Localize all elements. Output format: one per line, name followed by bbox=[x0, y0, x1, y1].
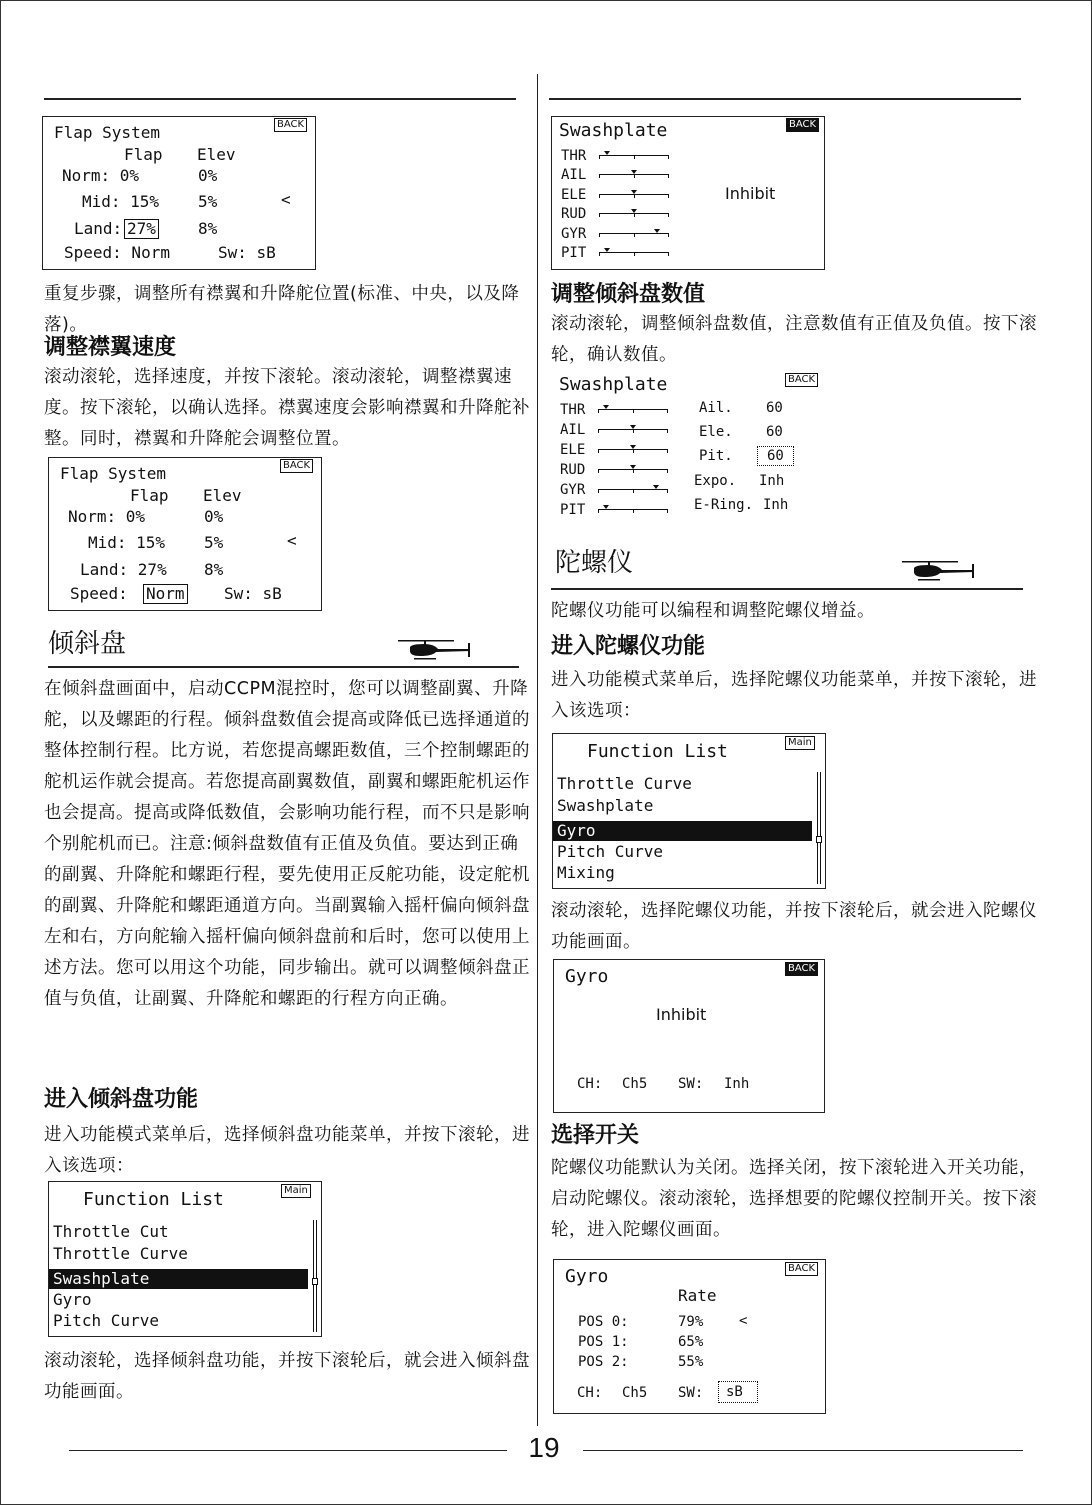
ch-value[interactable]: Ch5 bbox=[622, 1385, 648, 1401]
channel-pit: PIT bbox=[561, 245, 587, 261]
screen-title: Swashplate bbox=[559, 120, 668, 141]
paragraph-repeat-steps: 重复步骤，调整所有襟翼和升降舵位置(标准、中央，以及降落)。 bbox=[44, 284, 520, 335]
pos1-value[interactable]: 65% bbox=[678, 1334, 704, 1350]
land-elev: 8% bbox=[198, 219, 218, 238]
land-elev: 8% bbox=[204, 560, 224, 579]
top-rule-left bbox=[44, 98, 516, 100]
speed-label: Speed: bbox=[70, 584, 128, 603]
heading-flap-speed: 调整襟翼速度 bbox=[44, 335, 177, 360]
paragraph-select-switch: 陀螺仪功能默认为关闭。选择关闭，按下滚轮进入开关功能，启动陀螺仪。滚动滚轮，选择想要的陀螺仪控制开关。按下滚轮，进入陀螺仪画面。 bbox=[551, 1158, 1037, 1240]
paragraph-enter-gyro: 进入功能模式菜单后，选择陀螺仪功能菜单，并按下滚轮，进入该选项： bbox=[551, 670, 1037, 721]
channel-gyr: GYR bbox=[561, 226, 587, 242]
cursor-icon: < bbox=[739, 1313, 748, 1329]
heading-adjust-swashplate: 调整倾斜盘数值 bbox=[551, 282, 706, 307]
section-title-swashplate: 倾斜盘 bbox=[48, 629, 127, 659]
paragraph-adjust-swashplate: 滚动滚轮，调整倾斜盘数值，注意数值有正值及负值。按下滚轮，确认数值。 bbox=[551, 314, 1037, 365]
back-button[interactable]: BACK bbox=[785, 1262, 818, 1276]
channel-ail: AIL bbox=[560, 422, 586, 438]
sw-value[interactable]: sB bbox=[718, 1381, 758, 1403]
screen-title: Gyro bbox=[565, 1266, 609, 1287]
column-flap: Flap bbox=[124, 145, 163, 164]
page-number: 19 bbox=[528, 1432, 560, 1463]
screen-title: Function List bbox=[83, 1189, 224, 1210]
paragraph-select-gyro: 滚动滚轮，选择陀螺仪功能，并按下滚轮后，就会进入陀螺仪功能画面。 bbox=[551, 901, 1037, 952]
back-button[interactable]: BACK bbox=[786, 118, 819, 132]
mid-row: Mid: 15% bbox=[82, 192, 160, 211]
ele-value[interactable]: 60 bbox=[766, 424, 783, 440]
list-item-swashplate[interactable]: Swashplate bbox=[53, 1269, 150, 1288]
channel-thr: THR bbox=[560, 402, 586, 418]
scrollbar[interactable] bbox=[313, 1220, 317, 1332]
screen-title: Flap System bbox=[60, 464, 166, 483]
heading-select-switch: 选择开关 bbox=[551, 1123, 640, 1148]
back-button[interactable]: BACK bbox=[274, 118, 307, 132]
screen-title: Flap System bbox=[54, 123, 160, 142]
back-button[interactable]: BACK bbox=[280, 459, 313, 473]
list-item-throttle-curve[interactable]: Throttle Curve bbox=[557, 774, 692, 793]
scrollbar-thumb[interactable] bbox=[312, 1278, 318, 1285]
scrollbar-thumb[interactable] bbox=[816, 836, 822, 843]
screen-title: Swashplate bbox=[559, 374, 668, 395]
channel-rud: RUD bbox=[560, 462, 586, 478]
channel-ele: ELE bbox=[560, 442, 586, 458]
slider-ele bbox=[598, 445, 668, 453]
function-list-screen-left bbox=[48, 1181, 322, 1337]
helicopter-icon bbox=[894, 556, 980, 584]
top-rule-right bbox=[549, 98, 1021, 100]
swashplate-screen-values bbox=[551, 369, 831, 519]
expo-value[interactable]: Inh bbox=[759, 473, 785, 489]
paragraph-select-swashplate: 滚动滚轮，选择倾斜盘功能，并按下滚轮后，就会进入倾斜盘功能画面。 bbox=[44, 1351, 530, 1402]
channel-gyr: GYR bbox=[560, 482, 586, 498]
cursor-icon: < bbox=[281, 190, 291, 209]
section-title-gyro: 陀螺仪 bbox=[555, 548, 634, 578]
slider-pit bbox=[599, 248, 669, 256]
section-rule-swashplate bbox=[48, 666, 519, 668]
gyro-screen-rates bbox=[553, 1259, 826, 1414]
column-elev: Elev bbox=[203, 486, 242, 505]
channel-rud: RUD bbox=[561, 206, 587, 222]
list-item-gyro[interactable]: Gyro bbox=[53, 1290, 92, 1309]
land-row: Land: 27% bbox=[80, 560, 167, 579]
slider-rud bbox=[599, 209, 669, 217]
norm-row: Norm: 0% bbox=[68, 507, 146, 526]
heading-enter-gyro: 进入陀螺仪功能 bbox=[551, 634, 706, 659]
norm-row: Norm: 0% bbox=[62, 166, 140, 185]
ail-label: Ail. bbox=[699, 400, 733, 416]
mid-elev: 5% bbox=[198, 192, 218, 211]
column-elev: Elev bbox=[197, 145, 236, 164]
ch-label: CH: bbox=[577, 1076, 603, 1092]
land-label: Land: bbox=[74, 219, 123, 238]
flap-system-screen-2 bbox=[48, 457, 322, 611]
ering-value[interactable]: Inh bbox=[763, 497, 789, 513]
screen-title: Function List bbox=[587, 741, 728, 762]
slider-ail bbox=[598, 425, 668, 433]
screen-title: Gyro bbox=[565, 966, 609, 987]
paragraph-gyro-intro: 陀螺仪功能可以编程和调整陀螺仪增益。 bbox=[551, 601, 875, 621]
gyro-screen-inhibit bbox=[553, 959, 825, 1113]
norm-elev: 0% bbox=[204, 507, 224, 526]
slider-thr bbox=[599, 151, 669, 159]
main-button[interactable]: Main bbox=[281, 1184, 311, 1198]
paragraph-flap-speed: 滚动滚轮，选择速度，并按下滚轮。滚动滚轮，调整襟翼速度。按下滚轮，以确认选择。襟翼速度会影响襟翼和升降舵补整。同时，襟翼和升降舵会调整位置。 bbox=[44, 367, 530, 449]
pos0-label: POS 0: bbox=[578, 1314, 629, 1330]
slider-gyr bbox=[598, 485, 668, 493]
pit-value[interactable]: 60 bbox=[757, 446, 794, 466]
paragraph-swashplate: 在倾斜盘画面中，启动CCPM混控时，您可以调整副翼、升降舵，以及螺距的行程。倾斜盘数值会提高或降低已选择通道的整体控制行程。比方说，若您提高螺距数值，三个控制螺距的舵机运作就会提高。若您提高副翼数值，副翼和螺距舵机运作也会提高。提高或降低数值，会影响功能行程，而不只是影响个别舵机而已。注意:倾斜盘数值有正值及负值。要达到正确的副翼、升降舵和螺距行程，要先使用正反舵功能，设定舵机的副翼、升降舵和螺距通道方向。当副翼输入摇杆偏向倾斜盘左和右，方向舵输入摇杆偏向倾斜盘前和后时，您可以使用上述方法。您可以用这个功能，同步输出。就可以调整倾斜盘正值与负值，让副翼、升降舵和螺距的行程方向正确。 bbox=[44, 679, 530, 1009]
swashplate-screen-body bbox=[551, 369, 831, 519]
scrollbar[interactable] bbox=[817, 772, 821, 884]
rate-header: Rate bbox=[678, 1286, 717, 1305]
ele-label: Ele. bbox=[699, 424, 733, 440]
slider-pit bbox=[598, 505, 668, 513]
ering-label: E-Ring. bbox=[694, 497, 754, 513]
cursor-icon: < bbox=[287, 531, 297, 550]
list-item-gyro[interactable]: Gyro bbox=[557, 821, 596, 840]
channel-ail: AIL bbox=[561, 167, 587, 183]
list-item-swashplate[interactable]: Swashplate bbox=[557, 796, 654, 815]
mid-elev: 5% bbox=[204, 533, 224, 552]
slider-thr bbox=[598, 405, 668, 413]
slider-ail bbox=[599, 170, 669, 178]
list-item-mixing[interactable]: Mixing bbox=[557, 863, 615, 882]
land-flap-value[interactable]: 27% bbox=[124, 219, 159, 239]
channel-thr: THR bbox=[561, 148, 587, 164]
helicopter-icon bbox=[390, 635, 476, 663]
list-item-pitch-curve[interactable]: Pitch Curve bbox=[53, 1311, 159, 1330]
mid-row: Mid: 15% bbox=[88, 533, 166, 552]
speed-row: Speed: Norm bbox=[64, 243, 170, 262]
speed-value[interactable]: Norm bbox=[143, 584, 188, 604]
list-item-pitch-curve[interactable]: Pitch Curve bbox=[557, 842, 663, 861]
sw-value[interactable]: Inh bbox=[724, 1076, 750, 1092]
pos0-value[interactable]: 79% bbox=[678, 1314, 704, 1330]
channel-ele: ELE bbox=[561, 187, 587, 203]
expo-label: Expo. bbox=[694, 473, 737, 489]
slider-ele bbox=[599, 190, 669, 198]
switch-row: Sw: sB bbox=[224, 584, 282, 603]
footer-rule-right bbox=[583, 1450, 1023, 1451]
column-divider bbox=[537, 74, 538, 1426]
ch-label: CH: bbox=[577, 1385, 603, 1401]
slider-gyr bbox=[599, 229, 669, 237]
status-inhibit: Inhibit bbox=[725, 184, 776, 203]
pos1-label: POS 1: bbox=[578, 1334, 629, 1350]
pos2-value[interactable]: 55% bbox=[678, 1354, 704, 1370]
sw-label: SW: bbox=[678, 1385, 704, 1401]
switch-row: Sw: sB bbox=[218, 243, 276, 262]
status-inhibit: Inhibit bbox=[656, 1005, 707, 1024]
ail-value[interactable]: 60 bbox=[766, 400, 783, 416]
function-list-screen-right bbox=[552, 733, 826, 889]
flap-system-screen-1 bbox=[42, 116, 316, 270]
pit-label: Pit. bbox=[699, 448, 733, 464]
list-item-throttle-cut[interactable]: Throttle Cut bbox=[53, 1222, 169, 1241]
back-button[interactable]: BACK bbox=[785, 962, 818, 976]
main-button[interactable]: Main bbox=[785, 736, 815, 750]
footer-rule-left bbox=[69, 1450, 507, 1451]
pos2-label: POS 2: bbox=[578, 1354, 629, 1370]
sw-label: SW: bbox=[678, 1076, 704, 1092]
list-item-throttle-curve[interactable]: Throttle Curve bbox=[53, 1244, 188, 1263]
heading-enter-swashplate: 进入倾斜盘功能 bbox=[44, 1087, 199, 1112]
section-rule-gyro bbox=[551, 588, 1023, 590]
channel-pit: PIT bbox=[560, 502, 586, 518]
ch-value[interactable]: Ch5 bbox=[622, 1076, 648, 1092]
slider-rud bbox=[598, 465, 668, 473]
swashplate-screen-inhibit bbox=[551, 116, 825, 270]
back-button[interactable]: BACK bbox=[785, 373, 818, 387]
paragraph-enter-swashplate: 进入功能模式菜单后，选择倾斜盘功能菜单，并按下滚轮，进入该选项： bbox=[44, 1125, 530, 1176]
norm-elev: 0% bbox=[198, 166, 218, 185]
column-flap: Flap bbox=[130, 486, 169, 505]
